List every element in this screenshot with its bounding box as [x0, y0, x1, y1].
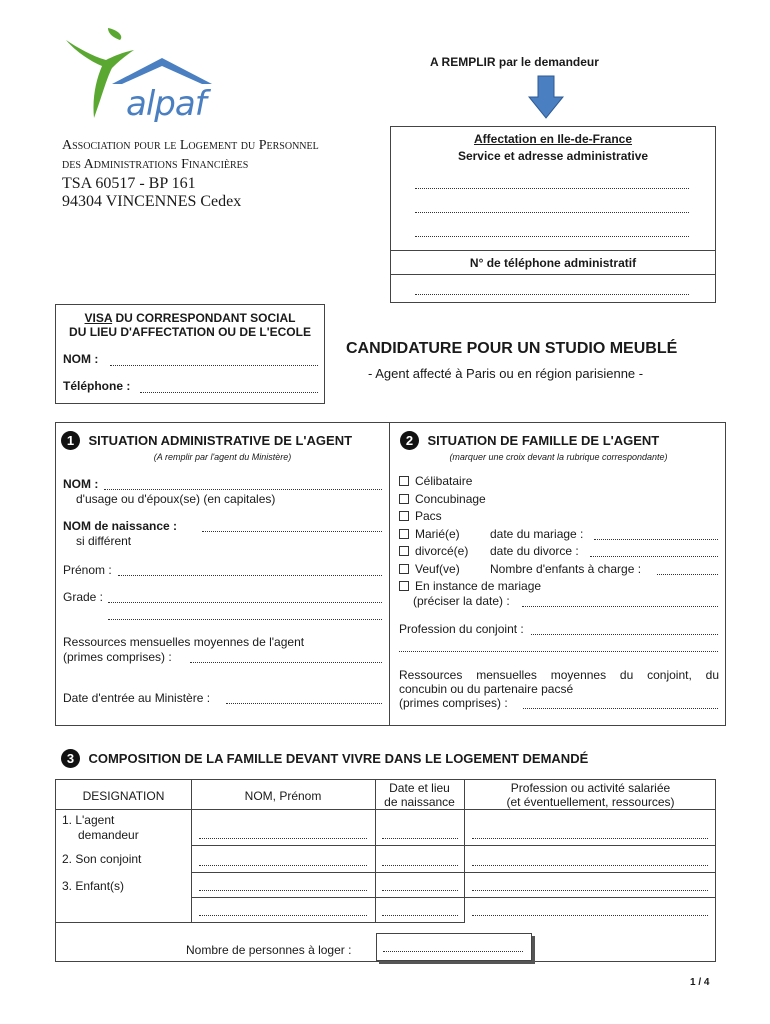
candidature-subtitle: - Agent affecté à Paris ou en région parisienne -: [368, 366, 644, 381]
s2-option-veuf[interactable]: [399, 562, 460, 576]
s2-option-divorce[interactable]: [399, 544, 468, 558]
row-agent-label: 1. L'agent: [62, 813, 115, 827]
section1-header: [61, 431, 352, 450]
s1-entree-line[interactable]: [226, 703, 382, 704]
cell-date-1[interactable]: [382, 838, 458, 839]
option-label: divorcé(e): [415, 544, 469, 558]
s1-prenom-label: Prénom :: [63, 563, 112, 577]
s1-naissance-line[interactable]: [202, 531, 382, 532]
logo-text: alpaf: [126, 84, 206, 124]
s1-grade-line[interactable]: [108, 602, 382, 603]
affectation-subtitle: Service et adresse administrative: [457, 149, 649, 163]
association-line1: Association pour le Logement du Personnel: [62, 138, 319, 153]
cell-nom-2[interactable]: [199, 865, 367, 866]
section2-note: (marquer une croix devant la rubrique correspondante): [449, 452, 668, 462]
row-enfants-label: 3. Enfant(s): [62, 879, 125, 893]
affectation-line-2[interactable]: [415, 212, 689, 213]
checkbox-icon[interactable]: [399, 581, 409, 591]
visa-title-visa: VISA: [84, 311, 113, 325]
header-date-line2: de naissance: [384, 795, 455, 809]
section1-title: SITUATION ADMINISTRATIVE DE L'AGENT: [88, 433, 353, 448]
cell-nom-4[interactable]: [199, 915, 367, 916]
s1-naissance-sub: si différent: [76, 534, 132, 548]
s2-date-mariage-label: date du mariage :: [490, 527, 584, 541]
visa-telephone-line[interactable]: [140, 392, 318, 393]
s2-nb-enfants-line[interactable]: [657, 574, 718, 575]
s2-option-instance[interactable]: [399, 579, 541, 593]
s2-date-divorce-label: date du divorce :: [490, 544, 579, 558]
s1-ressources-line1: Ressources mensuelles moyennes de l'agent: [63, 635, 305, 649]
visa-title-line2: DU LIEU D'AFFECTATION OU DE L'ECOLE: [69, 325, 311, 339]
s2-option-marie[interactable]: [399, 527, 460, 541]
cell-prof-3[interactable]: [472, 890, 708, 891]
address-line1: TSA 60517 - BP 161: [62, 175, 196, 192]
visa-title-rest: DU CORRESPONDANT SOCIAL: [112, 311, 296, 325]
s2-nb-enfants-label: Nombre d'enfants à charge :: [490, 562, 642, 576]
cell-prof-1[interactable]: [472, 838, 708, 839]
s2-ressources-line1: Ressources mensuelles moyennes du conjoint, du: [399, 668, 719, 682]
s1-prenom-line[interactable]: [118, 575, 382, 576]
s2-preciser-label: (préciser la date) :: [413, 594, 510, 608]
s1-ressources-line2: (primes comprises) :: [63, 650, 172, 664]
section1-note: (A remplir par l'agent du Ministère): [153, 452, 292, 462]
affectation-line-1[interactable]: [415, 188, 689, 189]
s2-preciser-line[interactable]: [522, 606, 718, 607]
cell-prof-4[interactable]: [472, 915, 708, 916]
s2-date-mariage-line[interactable]: [594, 539, 718, 540]
nombre-personnes-label: Nombre de personnes à loger :: [186, 943, 352, 957]
option-label: Célibataire: [415, 474, 473, 488]
affectation-box: [390, 126, 716, 303]
header-date-line1: Date et lieu: [389, 781, 450, 795]
section2-title: SITUATION DE FAMILLE DE L'AGENT: [427, 433, 660, 448]
telephone-admin-label: N° de téléphone administratif: [469, 256, 637, 270]
s2-profession-line-2[interactable]: [399, 651, 718, 652]
s1-nom-label: NOM :: [63, 477, 99, 491]
s1-grade-label: Grade :: [63, 590, 104, 604]
page-number: 1 / 4: [690, 977, 710, 988]
s2-date-divorce-line[interactable]: [590, 556, 718, 557]
option-label: Marié(e): [415, 527, 460, 541]
affectation-title: Affectation en Ile-de-France: [473, 132, 633, 146]
header-profession-line2: (et éventuellement, ressources): [506, 795, 675, 809]
checkbox-icon[interactable]: [399, 494, 409, 504]
row-agent-label-2: demandeur: [78, 828, 139, 842]
checkbox-icon[interactable]: [399, 476, 409, 486]
cell-nom-3[interactable]: [199, 890, 367, 891]
section2-number-icon: 2: [400, 431, 419, 450]
visa-title: [56, 311, 324, 325]
header-nom: NOM, Prénom: [244, 789, 322, 803]
s1-naissance-label: NOM de naissance :: [63, 519, 178, 533]
cell-prof-2[interactable]: [472, 865, 708, 866]
s1-grade-line-2[interactable]: [108, 619, 382, 620]
s2-profession-line[interactable]: [531, 634, 718, 635]
section3-title: COMPOSITION DE LA FAMILLE DEVANT VIVRE DANS LE LOGEMENT DEMANDÉ: [88, 751, 589, 766]
situation-box: [55, 422, 726, 726]
checkbox-icon[interactable]: [399, 511, 409, 521]
cell-date-4[interactable]: [382, 915, 458, 916]
checkbox-icon[interactable]: [399, 564, 409, 574]
s1-nom-sub: d'usage ou d'époux(se) (en capitales): [76, 492, 276, 506]
s1-ressources-field[interactable]: [190, 662, 382, 663]
cell-date-2[interactable]: [382, 865, 458, 866]
visa-box: [55, 304, 325, 404]
option-label: Veuf(ve): [415, 562, 460, 576]
s2-option-pacs[interactable]: [399, 509, 442, 523]
candidature-title: CANDIDATURE POUR UN STUDIO MEUBLÉ: [346, 340, 678, 357]
telephone-admin-line[interactable]: [415, 294, 689, 295]
section2-header: [400, 431, 659, 450]
cell-date-3[interactable]: [382, 890, 458, 891]
visa-nom-label: NOM :: [63, 352, 99, 366]
header-profession-line1: Profession ou activité salariée: [510, 781, 671, 795]
famille-table: [55, 779, 716, 962]
visa-telephone-label: Téléphone :: [63, 379, 131, 393]
s2-option-concubinage[interactable]: [399, 492, 486, 506]
option-label: Concubinage: [415, 492, 486, 506]
s2-option-celibataire[interactable]: [399, 474, 472, 488]
association-line2: des Administrations Financières: [62, 157, 249, 172]
cell-nom-1[interactable]: [199, 838, 367, 839]
nombre-personnes-field[interactable]: [376, 933, 532, 961]
alpaf-logo: [62, 26, 222, 131]
option-label: En instance de mariage: [415, 579, 542, 593]
section3-header: [61, 749, 588, 768]
row-conjoint-label: 2. Son conjoint: [62, 852, 142, 866]
checkbox-icon[interactable]: [399, 529, 409, 539]
s2-ressources-line2: concubin ou du partenaire pacsé: [399, 682, 574, 696]
checkbox-icon[interactable]: [399, 546, 409, 556]
address-line2: 94304 VINCENNES Cedex: [62, 193, 242, 210]
section3-number-icon: 3: [61, 749, 80, 768]
section1-number-icon: 1: [61, 431, 80, 450]
header-designation: DESIGNATION: [82, 789, 165, 803]
visa-nom-line[interactable]: [110, 365, 318, 366]
s2-ressources-line3: (primes comprises) :: [399, 696, 508, 710]
affectation-line-3[interactable]: [415, 236, 689, 237]
option-label: Pacs: [415, 509, 442, 523]
s2-ressources-field[interactable]: [523, 708, 718, 709]
s2-profession-label: Profession du conjoint :: [399, 622, 524, 636]
s1-entree-label: Date d'entrée au Ministère :: [63, 691, 211, 705]
down-arrow-icon: [528, 75, 564, 124]
a-remplir-label: A REMPLIR par le demandeur: [430, 55, 599, 69]
s1-nom-line[interactable]: [104, 489, 382, 490]
